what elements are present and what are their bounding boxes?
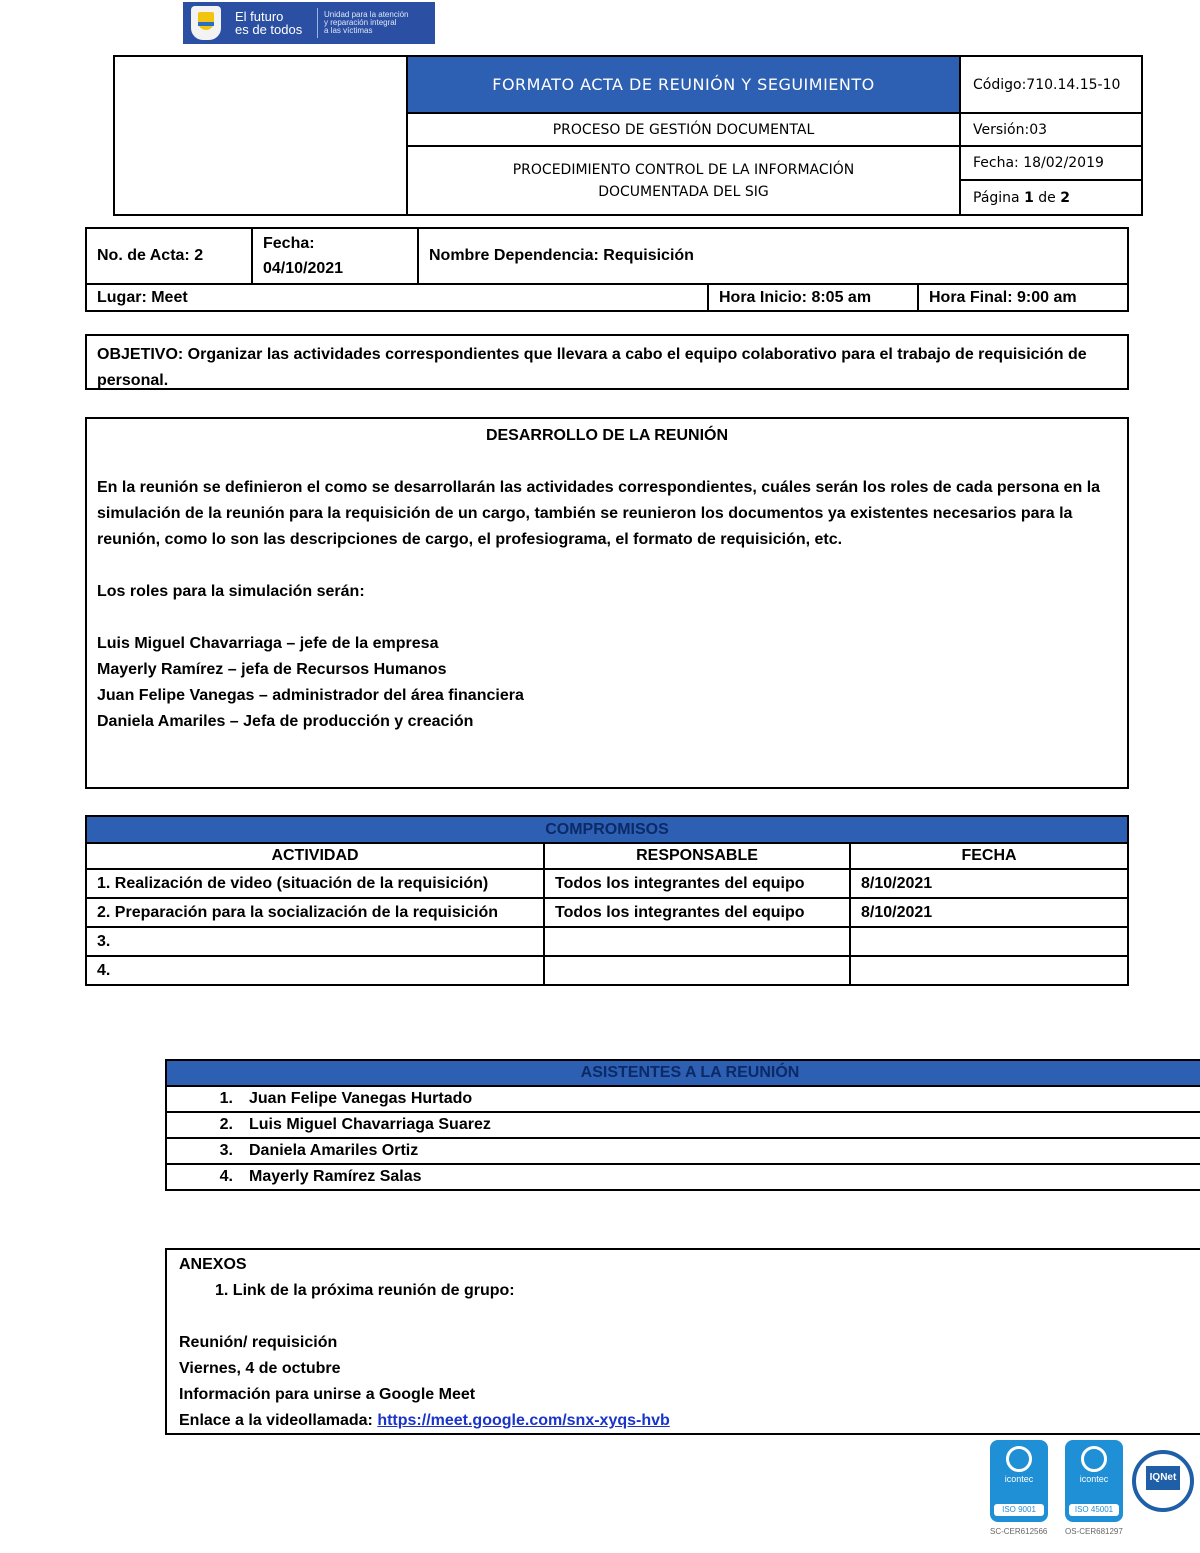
table-row: [86, 898, 1128, 927]
development-heading: DESARROLLO DE LA REUNIÓN: [485, 427, 729, 444]
list-item: [166, 1112, 1200, 1138]
logo-sub-text: [324, 11, 434, 35]
date-cell: [850, 927, 1128, 956]
procedure-line-2: DOCUMENTADA DEL SIG: [598, 183, 769, 200]
date-cell: 8/10/2021: [850, 869, 1128, 898]
commitments-title: COMPROMISOS: [86, 816, 1128, 843]
role-item: Juan Felipe Vanegas – administrador del área financiera: [97, 687, 524, 704]
icontec-logo-icon: [1081, 1446, 1107, 1472]
meet-link[interactable]: https://meet.google.com/snx-xyqs-hvb: [377, 1412, 670, 1429]
annexes-box: [165, 1248, 1200, 1435]
commitments-table: [85, 815, 1129, 986]
attendee-number: 2.: [219, 1116, 233, 1133]
attendee-name: Luis Miguel Chavarriaga Suarez: [249, 1116, 491, 1133]
logo-separator: [317, 8, 318, 38]
badge-iso: ISO 45001: [1069, 1504, 1119, 1516]
iqnet-seal-icon: [1132, 1450, 1194, 1512]
icontec-iso45001-badge: [1065, 1440, 1123, 1522]
acta-date-label: Fecha:: [263, 235, 315, 252]
activity-cell: 4.: [86, 956, 544, 985]
procedure-name: [407, 146, 960, 215]
attendee-name: Daniela Amariles Ortiz: [249, 1142, 419, 1159]
table-row: [86, 956, 1128, 985]
attendee-number: 1.: [219, 1090, 233, 1107]
process-name: PROCESO DE GESTIÓN DOCUMENTAL: [407, 113, 960, 146]
coat-of-arms-icon: [191, 6, 221, 40]
badge-iso: ISO 9001: [994, 1504, 1044, 1516]
page-label: Página: [973, 189, 1020, 206]
badge-brand: icontec: [1079, 1474, 1109, 1484]
annexes-title: ANEXOS: [179, 1256, 247, 1273]
acta-number: No. de Acta: 2: [86, 228, 252, 284]
procedure-line-1: PROCEDIMIENTO CONTROL DE LA INFORMACIÓN: [512, 161, 855, 178]
annex-meeting-date: Viernes, 4 de octubre: [179, 1360, 341, 1377]
annex-meet-info: Información para unirse a Google Meet: [179, 1386, 476, 1403]
role-item: Daniela Amariles – Jefa de producción y creación: [97, 713, 474, 730]
objective-text: OBJETIVO: Organizar las actividades correspondientes que llevara a cabo el equipo colaborativo para el trabajo de requisición de personal.: [97, 346, 1087, 389]
logo-banner: [183, 2, 435, 44]
attendee-number: 3.: [219, 1142, 233, 1159]
table-row: [86, 927, 1128, 956]
start-time: Hora Inicio: 8:05 am: [708, 284, 918, 311]
activity-cell: 1. Realización de video (situación de la requisición): [86, 869, 544, 898]
logo-sub-line-1: Unidad para la atención: [324, 10, 409, 19]
page-total: 2: [1060, 189, 1070, 206]
iqnet-label: IQNet: [1146, 1466, 1180, 1490]
logo-line-1: El futuro: [235, 9, 284, 24]
icontec-iso9001-badge: [990, 1440, 1048, 1522]
document-date: Fecha: 18/02/2019: [960, 146, 1142, 180]
table-row: [86, 869, 1128, 898]
badge-code: OS-CER681297: [1065, 1527, 1123, 1536]
responsible-cell: [544, 956, 850, 985]
roles-intro: Los roles para la simulación serán:: [97, 583, 365, 600]
logo-line-2: es de todos: [235, 22, 303, 37]
responsible-cell: Todos los integrantes del equipo: [544, 898, 850, 927]
logo-sub-line-3: a las víctimas: [324, 26, 373, 35]
document-version: Versión:03: [960, 113, 1142, 146]
list-item: [166, 1138, 1200, 1164]
logo-sub-line-2: y reparación integral: [324, 18, 397, 27]
end-time: Hora Final: 9:00 am: [918, 284, 1128, 311]
responsible-cell: Todos los integrantes del equipo: [544, 869, 850, 898]
document-code: Código:710.14.15-10: [960, 56, 1142, 113]
date-cell: [850, 956, 1128, 985]
logo-main-text: [235, 10, 315, 36]
list-item: [166, 1086, 1200, 1112]
attendees-title: ASISTENTES A LA REUNIÓN: [166, 1060, 1200, 1086]
objective-box: [85, 334, 1129, 390]
page-current: 1: [1024, 189, 1034, 206]
dependency-name: Nombre Dependencia: Requisición: [418, 228, 1128, 284]
role-item: Mayerly Ramírez – jefa de Recursos Humanos: [97, 661, 447, 678]
attendee-number: 4.: [219, 1168, 233, 1185]
activity-cell: 3.: [86, 927, 544, 956]
column-header-activity: ACTIVIDAD: [86, 843, 544, 869]
column-header-date: FECHA: [850, 843, 1128, 869]
badge-code: SC-CER612566: [990, 1527, 1048, 1536]
annex-item: 1. Link de la próxima reunión de grupo:: [215, 1282, 515, 1299]
badge-brand: icontec: [1004, 1474, 1034, 1484]
acta-date-value: 04/10/2021: [263, 260, 344, 277]
attendee-name: Juan Felipe Vanegas Hurtado: [249, 1090, 473, 1107]
annex-link-line: [179, 1408, 1200, 1434]
attendee-name: Mayerly Ramírez Salas: [249, 1168, 422, 1185]
page-of: de: [1038, 189, 1056, 206]
responsible-cell: [544, 927, 850, 956]
annex-link-label: Enlace a la videollamada:: [179, 1412, 378, 1429]
list-item: [166, 1164, 1200, 1190]
header-logo-cell: [114, 56, 407, 215]
activity-cell: 2. Preparación para la socialización de la requisición: [86, 898, 544, 927]
document-title: FORMATO ACTA DE REUNIÓN Y SEGUIMIENTO: [407, 56, 960, 113]
development-paragraph: En la reunión se definieron el como se desarrollarán las actividades correspondientes, cuáles serán los roles de cada persona en la simulación de la reunión para la requisición de un cargo, también se reunieron los documentos ya existentes necesarios para la reunión, como lo son las descripciones de cargo, el profesiograma, el formato de requisición, etc.: [97, 479, 1101, 548]
development-box: [85, 417, 1129, 789]
meeting-place: Lugar: Meet: [86, 284, 708, 311]
document-header-table: [113, 55, 1143, 216]
annex-meeting-name: Reunión/ requisición: [179, 1334, 338, 1351]
date-cell: 8/10/2021: [850, 898, 1128, 927]
attendees-table: [165, 1059, 1200, 1191]
column-header-responsible: RESPONSABLE: [544, 843, 850, 869]
roles-list: [97, 631, 1117, 735]
meeting-info-table: [85, 227, 1129, 312]
page-indicator: [960, 180, 1142, 215]
acta-date: [252, 228, 418, 284]
role-item: Luis Miguel Chavarriaga – jefe de la empresa: [97, 635, 439, 652]
icontec-logo-icon: [1006, 1446, 1032, 1472]
